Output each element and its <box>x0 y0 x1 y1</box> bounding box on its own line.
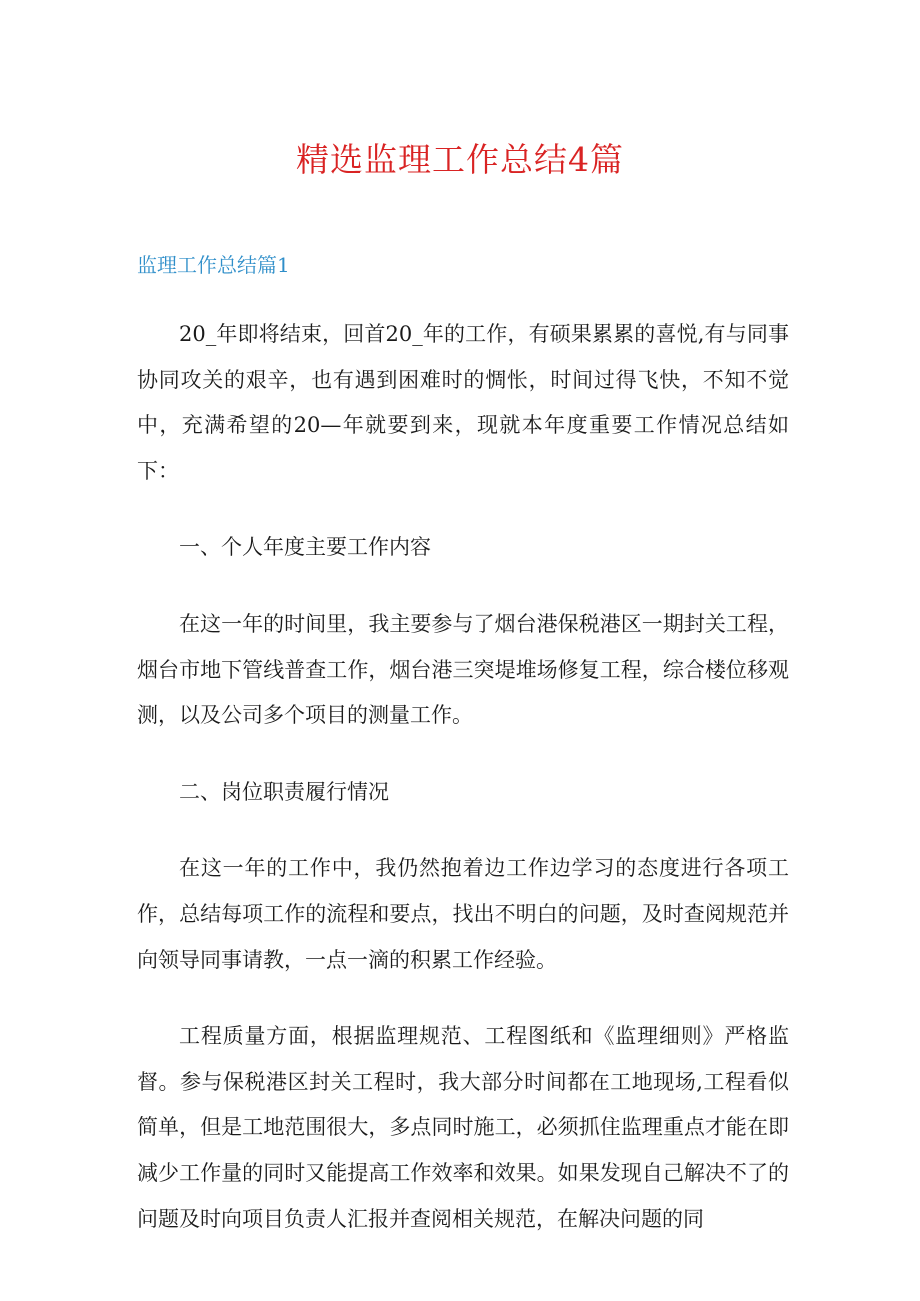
document-body <box>137 312 789 1242</box>
paragraph-work-content: 在这一年的时间里，我主要参与了烟台港保税港区一期封关工程，烟台市地下管线普查工作，烟台港三突堤堆场修复工程，综合楼位移观测，以及公司多个项目的测量工作。 <box>137 611 789 728</box>
section-heading: 监理工作总结篇1 <box>137 253 290 277</box>
paragraph-quality: 工程质量方面，根据监理规范、工程图纸和《监理细则》严格监督。参与保税港区封关工程时，我大部分时间都在工地现场,工程看似简单，但是工地范围很大，多点同时施工，必须抓住监理重点才能在即减少工作量的同时又能提高工作效率和效果。如果发现自己解决不了的问题及时向项目负责人汇报并查阅相关规范，在解决问题的同 <box>137 1024 789 1231</box>
heading-duties: 二、岗位职责履行情况 <box>179 779 389 804</box>
heading-personal-work: 一、个人年度主要工作内容 <box>179 535 431 560</box>
paragraph-duties: 在这一年的工作中，我仍然抱着边工作边学习的态度进行各项工作，总结每项工作的流程和要点，找出不明白的问题，及时查阅规范并向领导同事请教，一点一滴的积累工作经验。 <box>137 856 789 972</box>
document-title: 精选监理工作总结4篇 <box>296 140 624 179</box>
paragraph-intro: 20_年即将结束，回首20_年的工作，有硕果累累的喜悦,有与同事协同攻关的艰辛，也有遇到困难时的惆怅，时间过得飞快，不知不觉中，充满希望的20—年就要到来，现就本年度重要工作情况总结如下： <box>137 322 789 483</box>
